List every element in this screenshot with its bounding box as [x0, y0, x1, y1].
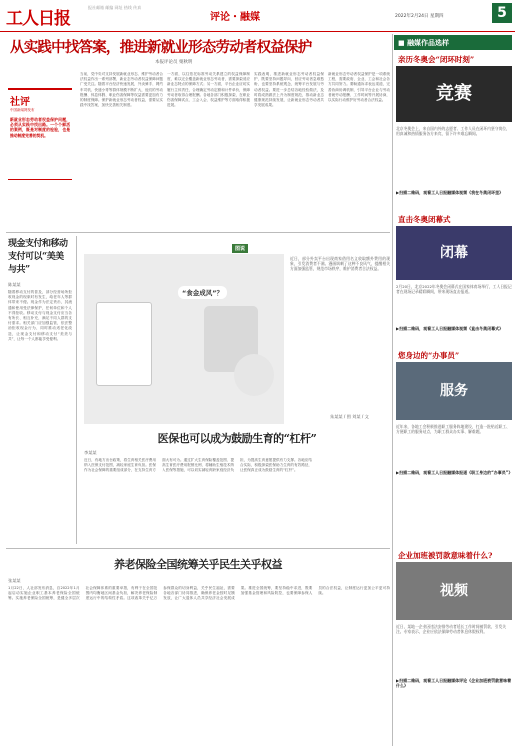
thumbnail-text: 视频 [440, 583, 468, 599]
video-thumbnail [396, 362, 512, 420]
right-item-3-title: 您身边的“办事员” [398, 351, 460, 360]
masthead-info: 报社邮箱 邮编 网址 热线 传真 [88, 5, 142, 10]
cartoon-image [84, 254, 284, 424]
cartoon-credit: 朱某某 / 图 刘某 / 文 [330, 414, 369, 419]
video-thumbnail [396, 66, 512, 122]
lead-article-title: 从实践中找答案，推进新就业形态劳动者权益保护 [10, 39, 312, 56]
comment-tag-sub: 中国新闻网发布 [10, 108, 35, 112]
lead-article-byline: 本报评论员 栗秋明 [155, 60, 193, 65]
mid-article-title: 医保也可以成为鼓励生育的“杠杆” [157, 432, 317, 445]
thumbnail-text: 闭幕 [440, 245, 468, 261]
right-column-header [394, 35, 512, 50]
lead-body-4: 新就业形态劳动者权益保护是一项系统工程，需要政府、企业、工会和社会各方共同努力。要畅通诉求表达渠道，完善协商协调机制，引导平台企业与劳动者就劳动报酬、工作时间等开展协商，以实际行动维护好劳动者合法权益。 [328, 72, 390, 103]
section-title: 评论・融媒 [210, 12, 260, 23]
right-item-3-qr[interactable]: ▶扫描二维码，观看工人日报融媒体报道《职工身边的“办事员”》 [396, 470, 512, 475]
newspaper-logo: 工人日报 [6, 9, 70, 29]
left-article-title: 现金支付和移动支付可以“美美与共” [8, 239, 68, 275]
divider [6, 232, 390, 233]
mid-article-author: 李某某 [84, 450, 97, 455]
video-thumbnail [396, 226, 512, 280]
bottom-article-title: 养老保险全国统筹关乎民生关乎权益 [114, 558, 282, 571]
left-article-author: 陈某某 [8, 282, 21, 287]
comment-tag: 社评 [10, 97, 30, 108]
bottom-article-author: 张某某 [8, 578, 21, 583]
lead-body-2: 一方面，以往依托标准劳动关系建立的权益保障制度，难以完全覆盖新就业形态劳动者，需要探索适应新业态特点的保障方式；另一方面，平台企业应切实履行主体责任，合理确定劳动定额和计件单价，保障劳动者取得合理报酬。各地各部门积极探索，在职业伤害保障试点、工会入会、权益维护等方面取得积极进展。 [167, 72, 250, 108]
divider [76, 236, 77, 544]
lead-body-3: 实践表明，推进新就业形态劳动者权益保护，既要坚持问题导向，回应劳动者急难愁盼，也要坚持系统观念，统筹平台发展与劳动者权益。要进一步总结各地经验做法，及时将成熟做法上升为制度规范，推动新业态健康规范持续发展，让新就业形态劳动者共享发展成果。 [254, 72, 324, 108]
right-item-2-title: 直击冬奥闭幕式 [398, 215, 451, 224]
comment-tag-box [8, 88, 72, 180]
right-header-label: 融媒作品选样 [407, 39, 450, 47]
cartoon-caption: 近日，部分外卖平台出现商家借用名义收取额外费用的现象，引发消费者不满。漫画讽刺了这种不良风气，提醒相关方面加强监管，规范市场秩序，维护消费者合法权益。 [290, 256, 390, 272]
thumbnail-text: 竞赛 [436, 83, 472, 104]
right-item-1-qr[interactable]: ▶扫描二维码，观看工人日报融媒体视频《我在冬奥闭环里》 [396, 190, 504, 195]
right-item-2-qr[interactable]: ▶扫描二维码，观看工人日报融媒体视频《直击冬奥闭幕式》 [396, 326, 504, 331]
right-column-divider [392, 34, 393, 746]
speech-bubble: “食金成风”？ [178, 286, 227, 299]
grid-icon: ■ [398, 39, 408, 47]
divider [6, 548, 390, 549]
cartoon-tag: 图说 [232, 244, 248, 253]
left-article-body: 随着移动支付的普及，部分经营场所拒收现金的现象时有发生，给老年人等群体带来不便。现金作为法定货币，其流通和使用受法律保护，任何单位和个人不得拒收。移动支付与现金支付应当各有所长、相互补充，满足不同人群的支付需求。相关部门应加强监管，依法整治拒收现金行为，同时推动适老化改造，让现金支付和移动支付“美美与共”，让每一个人都能享受便利。 [8, 290, 72, 341]
right-item-4-title: 企业加班被罚款意味着什么? [398, 551, 493, 560]
page-number: 5 [492, 3, 512, 23]
bottom-article-body: 1月22日，人社部发布消息，自2022年1月起启动实施企业职工基本养老保险全国统筹。实施养老保险全国统筹，是健全多层次社会保障体系的重要举措，有利于在全国范围内均衡地区间基金负担，解决养老保险制度运行中的结构性矛盾。这项改革关乎亿万参保群众的切身利益，关乎民生福祉，需要各地各部门协同推进，确保养老金按时足额发放，让广大退休人员共享经济社会发展成果。推进全国统筹，要坚持稳中求进，既要加强基金管理和风险防控，也要保障参保人员的合法权益，让制度运行更加公平更可持续。 [8, 586, 390, 601]
comment-lead: 新就业形态劳动者权益保护问题，必须从实践中找出路。一个个鲜活的案例，既是对制度的检验，也是推动制度完善的契机。 [10, 117, 70, 138]
right-item-2-body: 2月20日，北京2022年冬奥会闭幕式在国家体育场举行，工人日报记者在现场记录精彩瞬间，带来现场直击报道。 [396, 284, 512, 295]
right-item-4-body: 近日，某地一企业因违法安排劳动者延长工作时间被罚款，引发关注。专家表示，企业应依法保障劳动者休息休假权利。 [396, 624, 507, 635]
right-item-1-body: 北京冬奥会上，来自国内外的志愿者、工作人员在闭环内坚守岗位，用真诚和热情服务各方来宾，留下许多难忘瞬间。 [396, 126, 510, 137]
issue-date: 2022年2月24日 星期四 [395, 14, 444, 19]
thumbnail-text: 服务 [440, 383, 468, 399]
right-item-4-qr[interactable]: ▶扫描二维码，观看工人日报融媒体评论《企业加班被罚款意味着什么》 [396, 678, 512, 689]
mid-article-body: 近日，有地方出台政策，将生育相关医疗费用纳入医保支付范围，减轻家庭生育负担。医保作为社会保障的重要组成部分，在支持生育方面大有可为。通过扩大生育保险覆盖范围、提高生育医疗费用报销比例、将辅助生殖技术纳入医保等措施，可以切实减轻育龄家庭经济负担，为提高生育意愿提供有力支撑。各地应结合实际，积极探索医保助力生育的有效路径，让医保真正成为鼓励生育的“杠杆”。 [84, 458, 312, 473]
video-thumbnail [396, 562, 512, 620]
right-item-3-body: 近年来，各地工会积极推进职工服务阵地建设，打造一批贴近职工、方便职工的服务站点，为职工群众办实事、解难题。 [396, 424, 510, 435]
right-item-1-title: 亲历冬奥会“闭环时刻” [398, 55, 475, 64]
lead-body-1: 当前，党中央对支持发展新就业形态、维护劳动者合法权益作出一系列部署，新业态劳动者权益保障问题广受关注。随着平台经济快速发展，外卖骑手、网约车司机、快递小哥等群体规模不断扩大，他们的劳动报酬、休息休假、职业伤害保障等权益需要更加有力的制度保障。保护新就业形态劳动者权益，需要从实践中找答案，加快完善相关制度。 [80, 72, 163, 108]
